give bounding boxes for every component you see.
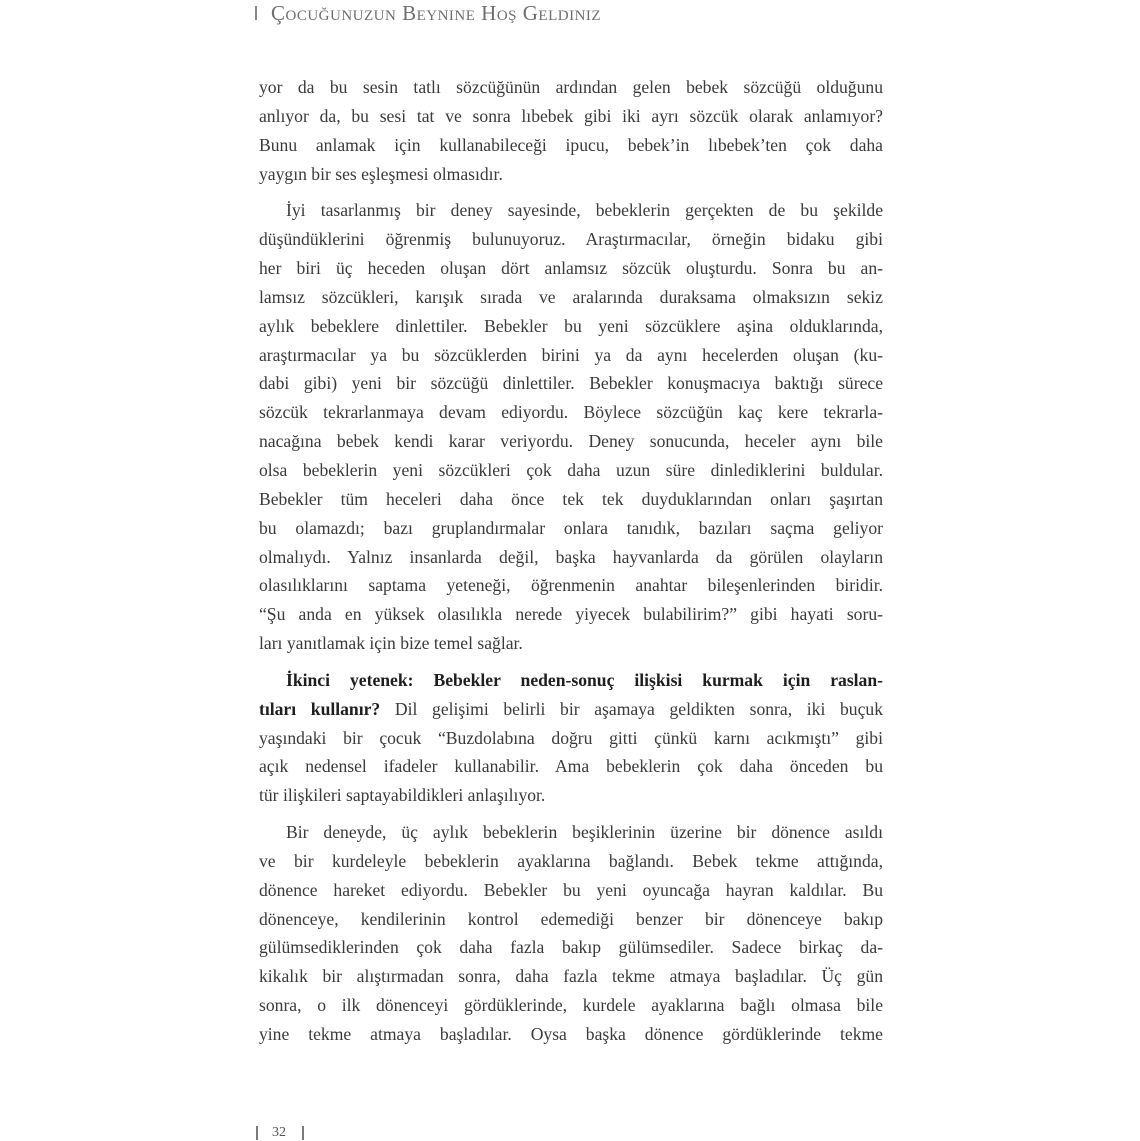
text-line: dönence hareket ediyordu. Bebekler bu yeni oyuncağa hayran kaldılar. Bu	[259, 879, 883, 900]
text-line: Bunu anlamak için kullanabileceği ipucu, bebek’in lıbebek’ten çok daha	[259, 134, 883, 155]
text-line: dabi gibi) yeni bir sözcüğü dinlettiler. Bebekler konuşmacıya baktığı sürece	[259, 373, 883, 394]
text-line: “Şu anda en yüksek olasılıkla nerede yiyecek bulabilirim?” gibi hayati soru-	[259, 604, 883, 625]
text-line: aylık bebeklere dinlettiler. Bebekler bu yeni sözcüklere aşina olduklarında,	[259, 315, 883, 336]
text-line: yaşındaki bir çocuk “Buzdolabına doğru gitti çünkü karnı acıkmıştı” gibi	[259, 727, 883, 748]
bold-heading: İkinci yetenek: Bebekler neden-sonuç ilişkisi kurmak için raslan-	[286, 669, 883, 690]
footer-rule	[256, 1126, 258, 1140]
text-line: bu olamazdı; bazı gruplandırmalar onlara tanıdık, bazıları saçma geliyor	[259, 517, 883, 538]
paragraph	[259, 73, 883, 188]
text-line: her biri üç heceden oluşan dört anlamsız sözcük oluşturdu. Sonra bu an-	[259, 258, 883, 279]
running-header	[255, 0, 601, 26]
body-text	[259, 73, 883, 1049]
text-line: sonra, o ilk dönenceyi gördüklerinde, kurdele ayaklarına bağlı olmasa bile	[259, 995, 883, 1016]
text-line: tür ilişkileri saptayabildikleri anlaşılıyor.	[259, 785, 546, 806]
text-line: dönenceye, kendilerinin kontrol edemediği benzer bir dönenceye bakıp	[259, 908, 883, 929]
text-line: gülümsediklerinden çok daha fazla bakıp gülümsediler. Sadece birkaç da-	[259, 937, 883, 958]
text-line: olasılıklarını saptama yeteneği, öğrenmenin anahtar bileşenlerinden biridir.	[259, 575, 883, 596]
paragraph	[259, 196, 883, 658]
text-run: Dil gelişimi belirli bir aşamaya geldikten sonra, iki buçuk	[380, 698, 883, 719]
text-line: sözcük tekrarlanmaya devam ediyordu. Böylece sözcüğün kaç kere tekrarla-	[259, 402, 883, 423]
page-footer	[256, 1125, 304, 1141]
text-line: açık nedensel ifadeler kullanabilir. Ama bebeklerin çok daha önceden bu	[259, 756, 883, 777]
text-line: ve bir kurdeleyle bebeklerin ayaklarına bağlandı. Bebek tekme attığında,	[259, 850, 883, 871]
text-line: Bebekler tüm heceleri daha önce tek tek duyduklarından onları şaşırtan	[259, 488, 883, 509]
text-line: yor da bu sesin tatlı sözcüğünün ardından gelen bebek sözcüğü olduğunu	[259, 77, 883, 97]
text-line: kikalık bir alıştırmadan sonra, daha fazla tekme atmaya başladılar. Üç gün	[259, 966, 883, 987]
bold-heading: tıları kullanır?	[259, 698, 381, 719]
text-line: ları yanıtlamak için bize temel sağlar.	[259, 633, 523, 654]
page-number: 32	[272, 1125, 286, 1140]
text-line: lamsız sözcükleri, karışık sırada ve aralarında duraksama olmaksızın sekiz	[259, 286, 883, 307]
header-rule	[255, 6, 257, 20]
text-line: yaygın bir ses eşleşmesi olmasıdır.	[259, 163, 503, 184]
paragraph	[259, 666, 883, 810]
text-line: yine tekme atmaya başladılar. Oysa başka dönence gördüklerinde tekme	[259, 1024, 883, 1044]
text-line: düşündüklerini öğrenmiş bulunuyoruz. Araştırmacılar, örneğin bidaku gibi	[259, 229, 883, 250]
text-line: olmalıydı. Yalnız insanlarda değil, başka hayvanlarda da görülen olayların	[259, 546, 883, 567]
book-title: Çocuğunuzun Beynine Hoş Geldiniz	[271, 0, 602, 25]
text-line: olsa bebeklerin yeni sözcükleri çok daha uzun süre dinlediklerini buldular.	[259, 459, 883, 480]
footer-rule	[302, 1126, 304, 1140]
text-line	[259, 666, 883, 695]
text-line: nacağına bebek kendi karar veriyordu. Deney sonucunda, heceler aynı bile	[259, 431, 883, 452]
text-line	[259, 695, 883, 724]
text-line: anlıyor da, bu sesi tat ve sonra lıbebek gibi iki ayrı sözcük olarak anlamıyor?	[259, 105, 883, 126]
text-line: araştırmacılar ya bu sözcüklerden birini ya da aynı hecelerden oluşan (ku-	[259, 344, 883, 365]
paragraph	[259, 818, 883, 1049]
text-line: Bir deneyde, üç aylık bebeklerin beşiklerinin üzerine bir dönence asıldı	[286, 822, 883, 843]
text-line: İyi tasarlanmış bir deney sayesinde, bebeklerin gerçekten de bu şekilde	[286, 200, 883, 221]
